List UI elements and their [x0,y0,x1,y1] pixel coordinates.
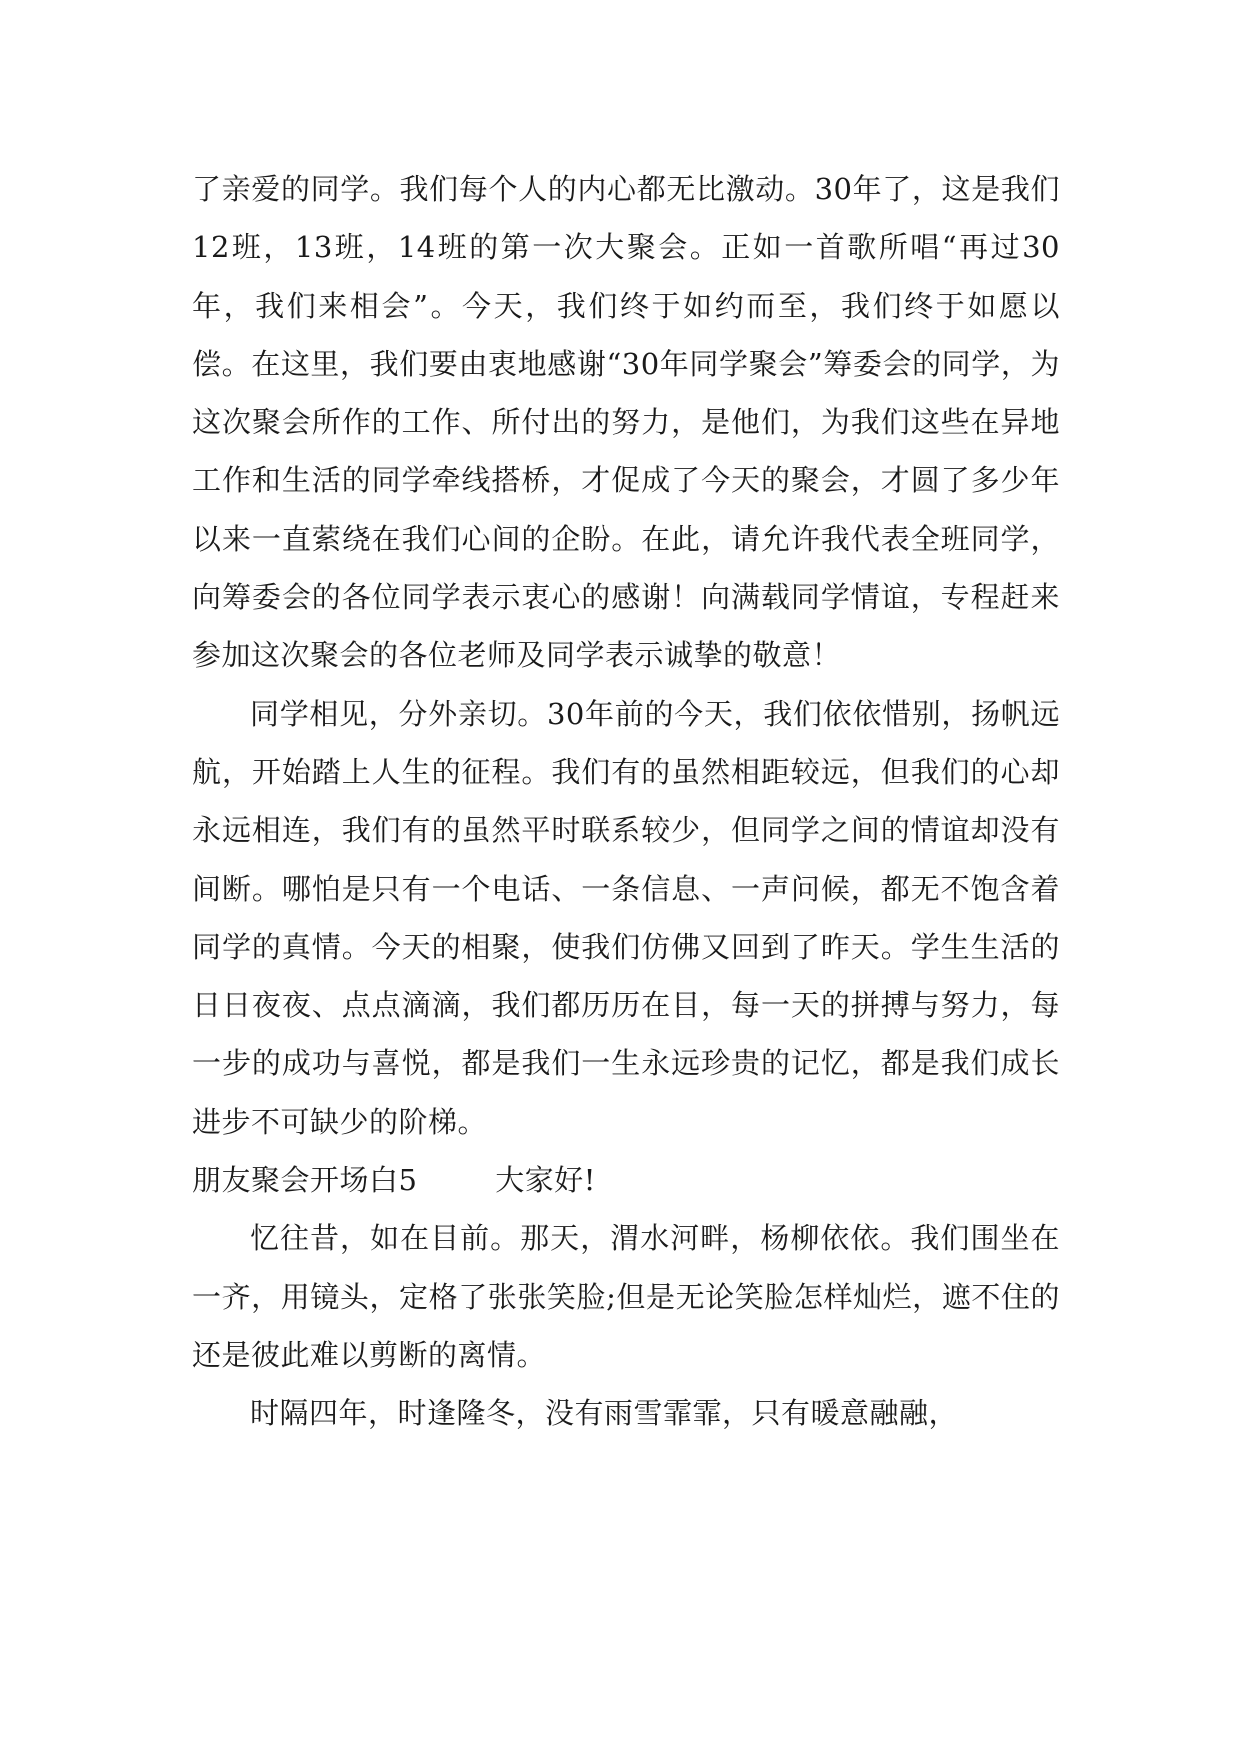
paragraph-2: 同学相见，分外亲切。30年前的今天，我们依依惜别，扬帆远航，开始踏上人生的征程。我们有的虽然相距较远，但我们的心却永远相连，我们有的虽然平时联系较少，但同学之间的情谊却没有间断。哪怕是只有一个电话、一条信息、一声问候，都无不饱含着同学的真情。今天的相聚，使我们仿佛又回到了昨天。学生生活的日日夜夜、点点滴滴，我们都历历在目，每一天的拼搏与努力，每一步的成功与喜悦，都是我们一生永远珍贵的记忆，都是我们成长进步不可缺少的阶梯。 [192,696,1060,1139]
section-heading-line [192,1151,1060,1209]
paragraph-1: 了亲爱的同学。我们每个人的内心都无比激动。30年了，这是我们12班，13班，14班的第一次大聚会。正如一首歌所唱“再过30年，我们来相会”。今天，我们终于如约而至，我们终于如愿以偿。在这里，我们要由衷地感谢“30年同学聚会”筹委会的同学，为这次聚会所作的工作、所付出的努力，是他们，为我们这些在异地工作和生活的同学牵线搭桥，才促成了今天的聚会，才圆了多少年以来一直萦绕在我们心间的企盼。在此，请允许我代表全班同学，向筹委会的各位同学表示衷心的感谢！向满载同学情谊，专程赶来参加这次聚会的各位老师及同学表示诚挚的敬意！ [192,172,1060,673]
paragraph-4: 时隔四年，时逢隆冬，没有雨雪霏霏，只有暖意融融， [250,1396,959,1431]
greeting-text: 大家好! [495,1163,596,1198]
document-page [192,160,1060,1443]
paragraph-3: 忆往昔，如在目前。那天，渭水河畔，杨柳依依。我们围坐在一齐，用镜头，定格了张张笑脸;但是无论笑脸怎样灿烂，遮不住的还是彼此难以剪断的离情。 [192,1221,1060,1372]
section-heading: 朋友聚会开场白5 [192,1163,418,1198]
